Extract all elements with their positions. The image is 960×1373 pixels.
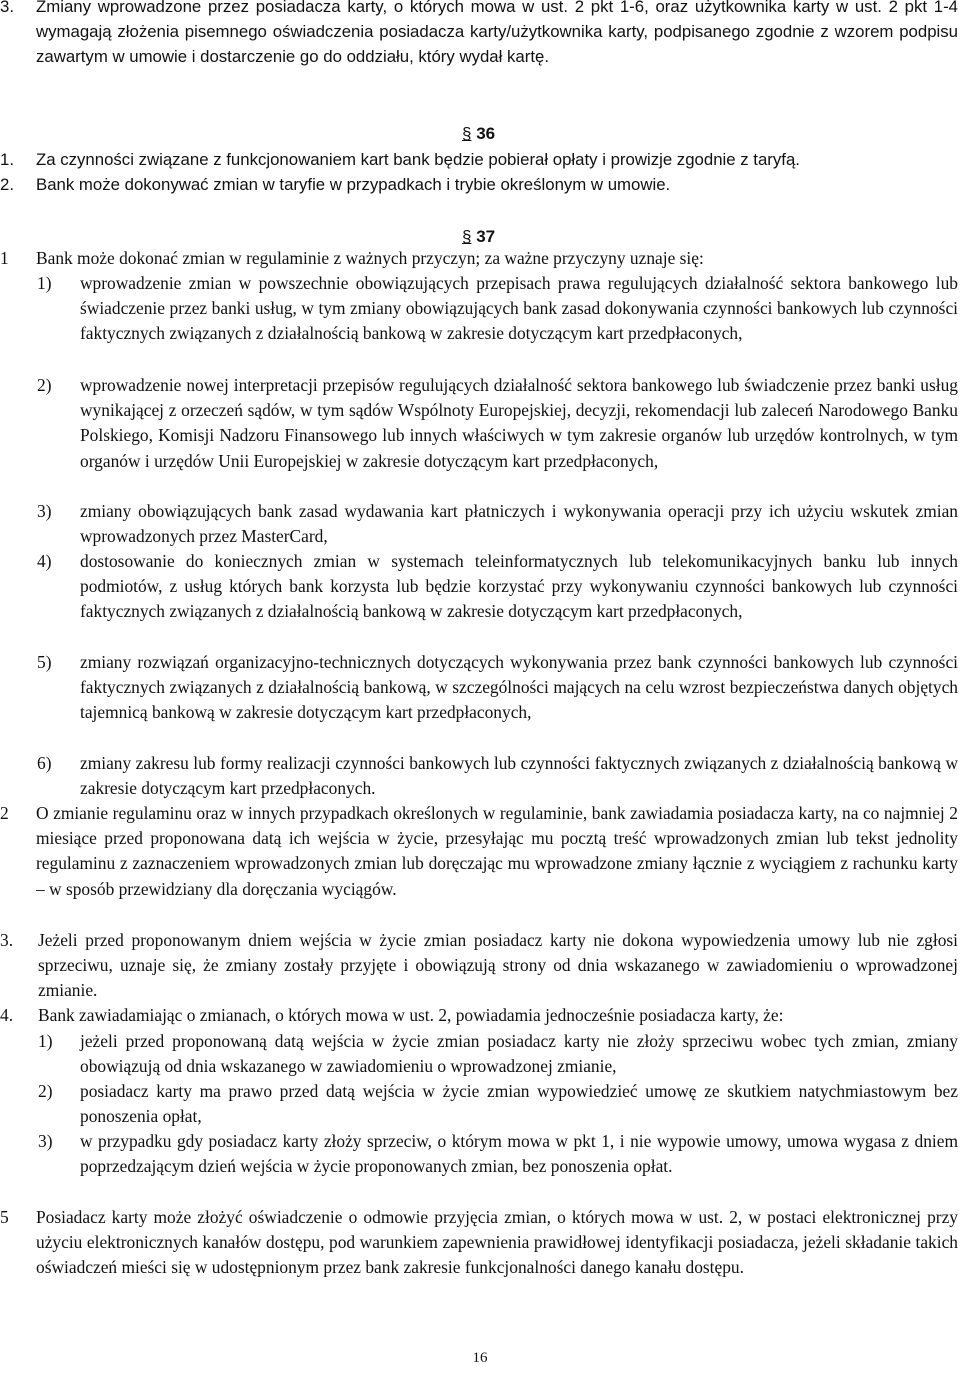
- paragraph-text: O zmianie regulaminu oraz w innych przypadkach określonych w regulaminie, bank zawiadamia posiadacza karty, na co najmniej 2 miesiące przed proponowana datą ich wejścia w życie, przesyłając mu pocztą treść wprowadzonych zmian lub tekst jednolity regulaminu z zaznaczeniem wprowadzonych zmian lub doręczając mu wprowadzone zmiany łącznie z wyciągiem z rachunku karty – w sposób przewidziany dla doręczania wyciągów.: [36, 803, 958, 899]
- s37-paragraph-5: [0, 1205, 958, 1281]
- s37-p1-point-2: [37, 373, 958, 474]
- point-text: posiadacz karty ma prawo przed datą wejścia w życie zmian wypowiedzieć umowę ze skutkiem natychmiastowym bez ponoszenia opłat,: [80, 1081, 958, 1127]
- paragraph-text: Zmiany wprowadzone przez posiadacza karty, o których mowa w ust. 2 pkt 1-6, oraz użytkownika karty w ust. 2 pkt 1-4 wymagają złożenia pisemnego oświadczenia posiadacza karty/użytkownika karty, podpisanego zgodnie z wzorem podpisu zawartym w umowie i dostarczenie go do oddziału, który wydał kartę.: [36, 0, 958, 67]
- s36-item-2: [0, 172, 958, 197]
- s37-p4-point-3: [38, 1129, 958, 1179]
- point-text: jeżeli przed proponowaną datą wejścia w życie zmian posiadacz karty nie złoży sprzeciwu wobec tych zmian, zmiany obowiązują od dnia wskazanego w zawiadomieniu o wprowadzonej zmianie,: [80, 1031, 958, 1077]
- point-text: w przypadku gdy posiadacz karty złoży sprzeciw, o którym mowa w pkt 1, i nie wypowie umowy, umowa wygasa z dniem poprzedzającym dzień wejścia w życie proponowanych zmian, bez ponoszenia opłat.: [80, 1131, 958, 1177]
- section-heading-36: [462, 122, 495, 146]
- paragraph-number: 1: [0, 248, 9, 268]
- s37-p1-point-4: [37, 549, 958, 625]
- paragraph-text: Bank zawiadamiając o zmianach, o których mowa w ust. 2, powiadamia jednocześnie posiadacza karty, że:: [38, 1005, 784, 1025]
- intro-paragraph: [0, 0, 958, 70]
- item-text: Za czynności związane z funkcjonowaniem kart bank będzie pobierał opłaty i prowizje zgodnie z taryfą.: [36, 150, 800, 169]
- paragraph-text: Jeżeli przed proponowanym dniem wejścia w życie zmian posiadacz karty nie dokona wypowiedzenia umowy lub nie zgłosi sprzeciwu, uznaje się, że zmiany zostały przyjęte i obowiązują strony od dnia wskazanego w zawiadomieniu o wprowadzonej zmianie.: [38, 930, 958, 1001]
- section-number: 36: [476, 124, 496, 143]
- s37-p1-point-5: [37, 650, 958, 726]
- s36-item-1: [0, 147, 958, 172]
- section-sign: §: [462, 124, 472, 143]
- paragraph-text: Posiadacz karty może złożyć oświadczenie o odmowie przyjęcia zmian, o których mowa w ust. 2, w postaci elektronicznej przy użyciu elektronicznych kanałów dostępu, pod warunkiem zapewnienia prawidłowej identyfikacji posiadacza, jeżeli składanie takich oświadczeń mieści się w udostępnionym przez bank zakresie funkcjonalności danego kanału dostępu.: [36, 1207, 958, 1278]
- point-number: 5): [37, 652, 52, 672]
- s37-p4-point-2: [38, 1079, 958, 1129]
- section-number: 37: [476, 227, 496, 246]
- point-text: wprowadzenie zmian w powszechnie obowiązujących przepisach prawa regulujących działalność sektora bankowego lub świadczenie przez banki usług, w tym zmiany obowiązujących bank zasad dokonywania czynności bankowych lub czynności faktycznych związanych z działalnością bankową w zakresie dotyczącym kart przedpłaconych,: [80, 273, 958, 344]
- point-text: zmiany rozwiązań organizacyjno-technicznych dotyczących wykonywania przez bank czynności bankowych lub czynności faktycznych związanych z działalnością bankową, w szczególności mających na celu wzrost bezpieczeństwa danych objętych tajemnicą bankową w zakresie dotyczącym kart przedpłaconych,: [80, 652, 958, 723]
- s37-p1-point-1: [37, 271, 958, 347]
- point-number: 2): [38, 1081, 53, 1101]
- paragraph-number: 3.: [0, 0, 14, 16]
- item-number: 1.: [0, 150, 14, 169]
- point-number: 1): [38, 1031, 53, 1051]
- paragraph-number: 2: [0, 803, 9, 823]
- s37-p1-point-3: [37, 499, 958, 549]
- s37-p1-point-6: [37, 751, 958, 801]
- paragraph-text: Bank może dokonać zmian w regulaminie z ważnych przyczyn; za ważne przyczyny uznaje się:: [36, 248, 704, 268]
- point-number: 3): [37, 501, 52, 521]
- section-sign: §: [462, 227, 472, 246]
- page-number: 16: [472, 1350, 488, 1366]
- s37-paragraph-1: [0, 246, 958, 271]
- point-text: dostosowanie do koniecznych zmian w systemach teleinformatycznych lub telekomunikacyjnych banku lub innych podmiotów, z usług których bank korzysta lub będzie korzystać przy wykonywaniu czynności bankowych lub czynności faktycznych związanych z działalnością bankową w zakresie dotyczącym kart przedpłaconych,: [80, 551, 958, 622]
- point-number: 4): [37, 551, 52, 571]
- paragraph-number: 5: [0, 1207, 9, 1227]
- point-text: zmiany zakresu lub formy realizacji czynności bankowych lub czynności faktycznych związanych z działalnością bankową w zakresie dotyczącym kart przedpłaconych.: [80, 753, 958, 799]
- s37-paragraph-4: [0, 1003, 958, 1028]
- item-text: Bank może dokonywać zmian w taryfie w przypadkach i trybie określonym w umowie.: [36, 175, 671, 194]
- s37-p4-point-1: [38, 1029, 958, 1079]
- s37-paragraph-2: [0, 801, 958, 902]
- point-number: 6): [37, 753, 52, 773]
- point-text: zmiany obowiązujących bank zasad wydawania kart płatniczych i wykonywania operacji przy ich użyciu wskutek zmian wprowadzonych przez MasterCard,: [80, 501, 958, 547]
- point-number: 2): [37, 375, 52, 395]
- item-number: 2.: [0, 175, 14, 194]
- point-number: 1): [37, 273, 52, 293]
- s37-paragraph-3: [0, 928, 958, 1004]
- point-number: 3): [38, 1131, 53, 1151]
- paragraph-number: 3.: [0, 930, 14, 950]
- point-text: wprowadzenie nowej interpretacji przepisów regulujących działalność sektora bankowego lub świadczenie przez banki usług wynikającej z orzeczeń sądów, w tym sądów Wspólnoty Europejskiej, decyzji, rekomendacji lub zaleceń Narodowego Banku Polskiego, Komisji Nadzoru Finansowego lub innych właściwych w tym zakresie organów lub urzędów kontrolnych, w tym organów i urzędów Unii Europejskiej w zakresie dotyczącym kart przedpłaconych,: [80, 375, 958, 471]
- paragraph-number: 4.: [0, 1005, 14, 1025]
